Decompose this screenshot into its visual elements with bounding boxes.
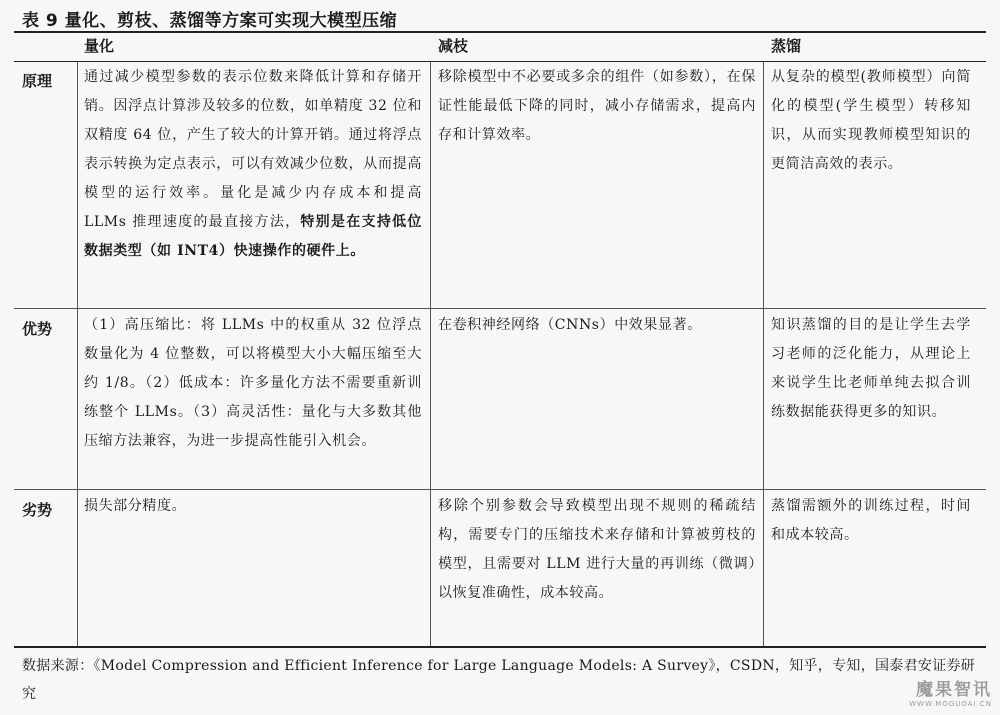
disadvantages-quantization-cell: 损失部分精度。	[84, 498, 187, 514]
watermark-sub-text: WWW.MOGUOAI.CN	[909, 700, 992, 708]
table-title: 表 9 量化、剪枝、蒸馏等方案可实现大模型压缩	[22, 11, 398, 31]
row-header-disadvantages: 劣势	[22, 501, 53, 519]
column-header-pruning: 减枝	[438, 37, 469, 55]
row-header-principle: 原理	[22, 72, 53, 90]
principle-quantization-bold-text: 特别是在支持低位数据类型（如 INT4）快速操作的硬件上。	[84, 214, 422, 259]
bottom-rule	[14, 646, 986, 648]
advantages-distillation-cell: 知识蒸馏的目的是让学生去学习老师的泛化能力，从理论上来说学生比老师单纯去拟合训练数据能获得更多的知识。	[771, 317, 971, 420]
advantages-pruning-cell: 在卷积神经网络（CNNs）中效果显著。	[438, 317, 702, 333]
principle-quantization-text: 通过减少模型参数的表示位数来降低计算和存储开销。因浮点计算涉及较多的位数，如单精度 32 位和双精度 64 位，产生了较大的计算开销。通过将浮点表示转换为定点表示，可以有效减少位数，从而提高模型的运行效率。量化是减少内存成本和提高 LLMs 推理速度的最直接方法，	[84, 69, 422, 230]
principle-quantization-cell	[84, 63, 422, 266]
watermark-main-text: 魔果智讯	[916, 680, 992, 700]
watermark-logo	[882, 681, 992, 711]
disadvantages-pruning-cell: 移除个别参数会导致模型出现不规则的稀疏结构，需要专门的压缩技术来存储和计算被剪枝的模型，且需要对 LLM 进行大量的再训练（微调）以恢复准确性，成本较高。	[438, 498, 756, 601]
column-divider-1	[77, 62, 78, 646]
disadvantages-distillation-cell: 蒸馏需额外的训练过程，时间和成本较高。	[771, 498, 971, 543]
column-divider-3	[763, 62, 764, 646]
header-rule	[14, 61, 986, 62]
column-header-quantization: 量化	[84, 37, 115, 55]
principle-pruning-cell: 移除模型中不必要或多余的组件（如参数），在保证性能最低下降的同时，减小存储需求，提高内存和计算效率。	[438, 69, 756, 143]
row-divider-1	[14, 308, 986, 309]
column-divider-2	[430, 62, 431, 646]
top-rule	[14, 31, 986, 33]
row-divider-2	[14, 489, 986, 490]
data-source-note: 数据来源：《Model Compression and Efficient Inference for Large Language Models: A Survey》，CSDN，知乎，专知，国泰君安证券研究	[22, 658, 976, 702]
column-header-distillation: 蒸馏	[771, 37, 802, 55]
principle-distillation-cell: 从复杂的模型(教师模型）向简化的模型(学生模型）转移知识，从而实现教师模型知识的更简洁高效的表示。	[771, 69, 971, 172]
advantages-quantization-cell: （1）高压缩比：将 LLMs 中的权重从 32 位浮点数量化为 4 位整数，可以将模型大小大幅压缩至大约 1/8。（2）低成本：许多量化方法不需要重新训练整个 LLMs。（3）高灵活性：量化与大多数其他压缩方法兼容，为进一步提高性能引入机会。	[84, 317, 422, 449]
row-header-advantages: 优势	[22, 320, 53, 338]
